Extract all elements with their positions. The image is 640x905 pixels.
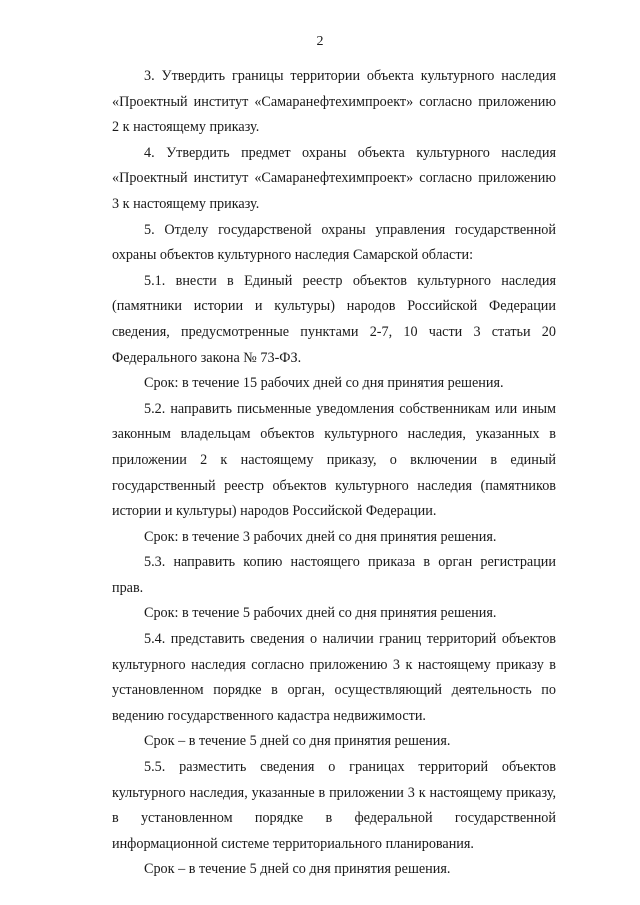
paragraph-5-4: 5.4. представить сведения о наличии границ территорий объектов культурного наследия согласно приложению 3 к настоящему приказу в установленном порядке в орган, осуществляющий деятельность по ведению государственного кадастра недвижимости.	[112, 631, 556, 724]
paragraph-approve-boundaries: 3. Утвердить границы территории объекта культурного наследия «Проектный институт «Самаранефтехимпроект» согласно приложению 2 к настоящему приказу.	[112, 68, 556, 136]
deadline-5-5: Срок – в течение 5 дней со дня принятия решения.	[144, 861, 451, 878]
document-body	[112, 64, 556, 883]
deadline-5-1: Срок: в течение 15 рабочих дней со дня принятия решения.	[144, 375, 504, 392]
paragraph-5-2: 5.2. направить письменные уведомления собственникам или иным законным владельцам объектов культурного наследия, указанных в приложении 2 к настоящему приказу, о включении в единый государственный реестр объектов культурного наследия (памятников истории и культуры) народов Российской Федерации.	[112, 400, 556, 520]
paragraph-department-instruction: 5. Отделу государственой охраны управления государственной охраны объектов культурного наследия Самарской области:	[112, 221, 556, 264]
paragraph-5-1: 5.1. внести в Единый реестр объектов культурного наследия (памятники истории и культуры) народов Российской Федерации сведения, предусмотренные пунктами 2-7, 10 части 3 статьи 20 Федерального закона № 73-ФЗ.	[112, 272, 556, 366]
paragraph-approve-subject: 4. Утвердить предмет охраны объекта культурного наследия «Проектный институт «Самаранефтехимпроект» согласно приложению 3 к настоящему приказу.	[112, 144, 556, 212]
deadline-5-3: Срок: в течение 5 рабочих дней со дня принятия решения.	[144, 605, 497, 622]
deadline-5-4: Срок – в течение 5 дней со дня принятия решения.	[144, 733, 451, 750]
deadline-5-2: Срок: в течение 3 рабочих дней со дня принятия решения.	[144, 528, 497, 545]
paragraph-5-3: 5.3. направить копию настоящего приказа в орган регистрации прав.	[112, 554, 556, 596]
paragraph-5-5: 5.5. разместить сведения о границах территорий объектов культурного наследия, указанные в приложении 3 к настоящему приказу, в установленном порядке в федеральной государственной информационной системе территориального планирования.	[112, 759, 556, 852]
page-number: 2	[316, 34, 324, 49]
